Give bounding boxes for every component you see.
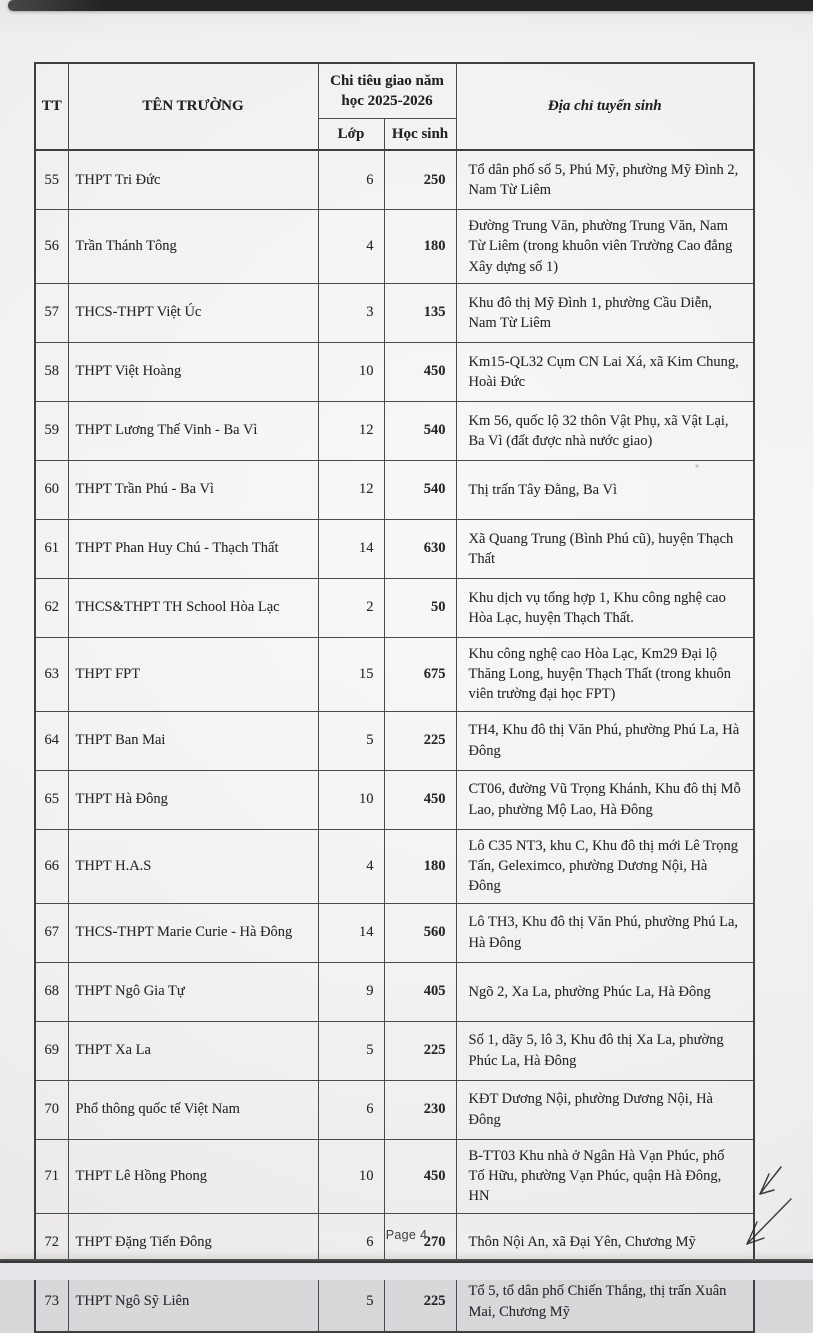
cell-tt: 60 (35, 460, 68, 519)
cell-school-name: Phổ thông quốc tế Việt Nam (68, 1080, 318, 1139)
cell-school-name: THCS&THPT TH School Hòa Lạc (68, 578, 318, 637)
cell-classes: 5 (318, 1272, 384, 1332)
cell-tt: 62 (35, 578, 68, 637)
col-header-quota-group: Chi tiêu giao năm học 2025-2026 (318, 63, 456, 119)
cell-address: Xã Quang Trung (Bình Phú cũ), huyện Thạch Thất (456, 519, 754, 578)
cell-tt: 61 (35, 519, 68, 578)
cell-address: Số 1, dãy 5, lô 3, Khu đô thị Xa La, phường Phúc La, Hà Đông (456, 1021, 754, 1080)
col-header-students: Học sinh (384, 119, 456, 151)
cell-tt: 66 (35, 829, 68, 903)
cell-students: 450 (384, 770, 456, 829)
cell-address: Lô TH3, Khu đô thị Văn Phú, phường Phú La, Hà Đông (456, 903, 754, 962)
cell-address: Km15-QL32 Cụm CN Lai Xá, xã Kim Chung, Hoài Đức (456, 342, 754, 401)
col-header-address: Địa chỉ tuyển sinh (456, 63, 754, 150)
cell-school-name: THPT Trần Phú - Ba Vì (68, 460, 318, 519)
cell-tt: 59 (35, 401, 68, 460)
cell-address: Khu công nghệ cao Hòa Lạc, Km29 Đại lộ Thăng Long, huyện Thạch Thất (trong khuôn viên trường đại học FPT) (456, 637, 754, 711)
cell-tt: 70 (35, 1080, 68, 1139)
scan-margin-below (0, 1263, 813, 1280)
cell-tt: 63 (35, 637, 68, 711)
cell-school-name: THCS-THPT Marie Curie - Hà Đông (68, 903, 318, 962)
cell-students: 225 (384, 1021, 456, 1080)
cell-students: 630 (384, 519, 456, 578)
table-row (35, 903, 754, 962)
table-row (35, 342, 754, 401)
cell-classes: 10 (318, 1139, 384, 1213)
cell-school-name: THPT Việt Hoàng (68, 342, 318, 401)
table-row (35, 578, 754, 637)
cell-classes: 14 (318, 519, 384, 578)
table-row (35, 637, 754, 711)
col-header-school-name: TÊN TRƯỜNG (68, 63, 318, 150)
cell-school-name: THPT Hà Đông (68, 770, 318, 829)
cell-classes: 2 (318, 578, 384, 637)
cell-tt: 56 (35, 210, 68, 284)
cell-classes: 12 (318, 460, 384, 519)
table-row (35, 1272, 754, 1332)
cell-school-name: THCS-THPT Việt Úc (68, 283, 318, 342)
header-row-main (35, 63, 754, 119)
cell-classes: 10 (318, 342, 384, 401)
table-row (35, 210, 754, 284)
cell-students: 450 (384, 342, 456, 401)
cell-students: 50 (384, 578, 456, 637)
cell-students: 540 (384, 460, 456, 519)
cell-tt: 58 (35, 342, 68, 401)
cell-address: TH4, Khu đô thị Văn Phú, phường Phú La, Hà Đông (456, 711, 754, 770)
cell-school-name: THPT Lương Thế Vinh - Ba Vì (68, 401, 318, 460)
cell-classes: 6 (318, 150, 384, 210)
cell-students: 230 (384, 1080, 456, 1139)
cell-address: Thị trấn Tây Đằng, Ba Vì (456, 460, 754, 519)
cell-students: 180 (384, 829, 456, 903)
table-row (35, 1080, 754, 1139)
table-row (35, 460, 754, 519)
cell-address: Tổ dân phố số 5, Phú Mỹ, phường Mỹ Đình 2, Nam Từ Liêm (456, 150, 754, 210)
cell-classes: 4 (318, 829, 384, 903)
cell-address: Km 56, quốc lộ 32 thôn Vật Phụ, xã Vật Lại, Ba Vì (đất được nhà nước giao) (456, 401, 754, 460)
cell-address: Ngõ 2, Xa La, phường Phúc La, Hà Đông (456, 962, 754, 1021)
cell-school-name: Trần Thánh Tông (68, 210, 318, 284)
cell-school-name: THPT Đặng Tiến Đông (68, 1213, 318, 1272)
cell-tt: 65 (35, 770, 68, 829)
cell-students: 135 (384, 283, 456, 342)
cell-school-name: THPT Xa La (68, 1021, 318, 1080)
cell-address: Đường Trung Văn, phường Trung Văn, Nam Từ Liêm (trong khuôn viên Trường Cao đẳng Xây dựng số 1) (456, 210, 754, 284)
cell-school-name: THPT H.A.S (68, 829, 318, 903)
cell-students: 250 (384, 150, 456, 210)
cell-address: Khu đô thị Mỹ Đình 1, phường Cầu Diễn, Nam Từ Liêm (456, 283, 754, 342)
school-quota-table (34, 62, 755, 1333)
cell-tt: 57 (35, 283, 68, 342)
paraph-mark-top (760, 1167, 781, 1194)
cell-classes: 3 (318, 283, 384, 342)
cell-classes: 5 (318, 1021, 384, 1080)
cell-address: Khu dịch vụ tổng hợp 1, Khu công nghệ cao Hòa Lạc, huyện Thạch Thất. (456, 578, 754, 637)
cell-students: 225 (384, 1272, 456, 1332)
cell-tt: 67 (35, 903, 68, 962)
table-row (35, 711, 754, 770)
cell-school-name: THPT Phan Huy Chú - Thạch Thất (68, 519, 318, 578)
cell-classes: 12 (318, 401, 384, 460)
table-row (35, 283, 754, 342)
cell-tt: 71 (35, 1139, 68, 1213)
cell-classes: 14 (318, 903, 384, 962)
cell-classes: 6 (318, 1213, 384, 1272)
cell-school-name: THPT FPT (68, 637, 318, 711)
table-row (35, 962, 754, 1021)
cell-tt: 72 (35, 1213, 68, 1272)
cell-address: KĐT Dương Nội, phường Dương Nội, Hà Đông (456, 1080, 754, 1139)
cell-students: 675 (384, 637, 456, 711)
cell-school-name: THPT Ngô Sỹ Liên (68, 1272, 318, 1332)
cell-tt: 69 (35, 1021, 68, 1080)
cell-students: 405 (384, 962, 456, 1021)
page-number: Page 4 (385, 1228, 428, 1242)
cell-classes: 15 (318, 637, 384, 711)
table-row (35, 1139, 754, 1213)
table-row (35, 150, 754, 210)
cell-classes: 4 (318, 210, 384, 284)
cell-students: 540 (384, 401, 456, 460)
table-row (35, 829, 754, 903)
scan-edge-top (8, 0, 813, 11)
cell-classes: 6 (318, 1080, 384, 1139)
col-header-classes: Lớp (318, 119, 384, 151)
cell-students: 225 (384, 711, 456, 770)
table-row (35, 770, 754, 829)
table-row (35, 1021, 754, 1080)
cell-students: 270 (384, 1213, 456, 1272)
cell-address: Tổ 5, tổ dân phố Chiến Thắng, thị trấn Xuân Mai, Chương Mỹ (456, 1272, 754, 1332)
cell-classes: 9 (318, 962, 384, 1021)
table-body (35, 150, 754, 1332)
cell-school-name: THPT Ngô Gia Tự (68, 962, 318, 1021)
cell-address: Thôn Nội An, xã Đại Yên, Chương Mỹ (456, 1213, 754, 1272)
cell-address: B-TT03 Khu nhà ở Ngân Hà Vạn Phúc, phố Tố Hữu, phường Vạn Phúc, quận Hà Đông, HN (456, 1139, 754, 1213)
cell-school-name: THPT Ban Mai (68, 711, 318, 770)
cell-classes: 10 (318, 770, 384, 829)
cell-tt: 55 (35, 150, 68, 210)
cell-tt: 68 (35, 962, 68, 1021)
cell-school-name: THPT Lê Hồng Phong (68, 1139, 318, 1213)
table-row (35, 519, 754, 578)
cell-school-name: THPT Tri Đức (68, 150, 318, 210)
cell-tt: 73 (35, 1272, 68, 1332)
cell-students: 560 (384, 903, 456, 962)
cell-students: 450 (384, 1139, 456, 1213)
cell-address: Lô C35 NT3, khu C, Khu đô thị mới Lê Trọng Tấn, Geleximco, phường Dương Nội, Hà Đông (456, 829, 754, 903)
col-header-tt: TT (35, 63, 68, 150)
cell-classes: 5 (318, 711, 384, 770)
cell-tt: 64 (35, 711, 68, 770)
cell-address: CT06, đường Vũ Trọng Khánh, Khu đô thị Mỗ Lao, phường Mộ Lao, Hà Đông (456, 770, 754, 829)
cell-students: 180 (384, 210, 456, 284)
table-row (35, 401, 754, 460)
